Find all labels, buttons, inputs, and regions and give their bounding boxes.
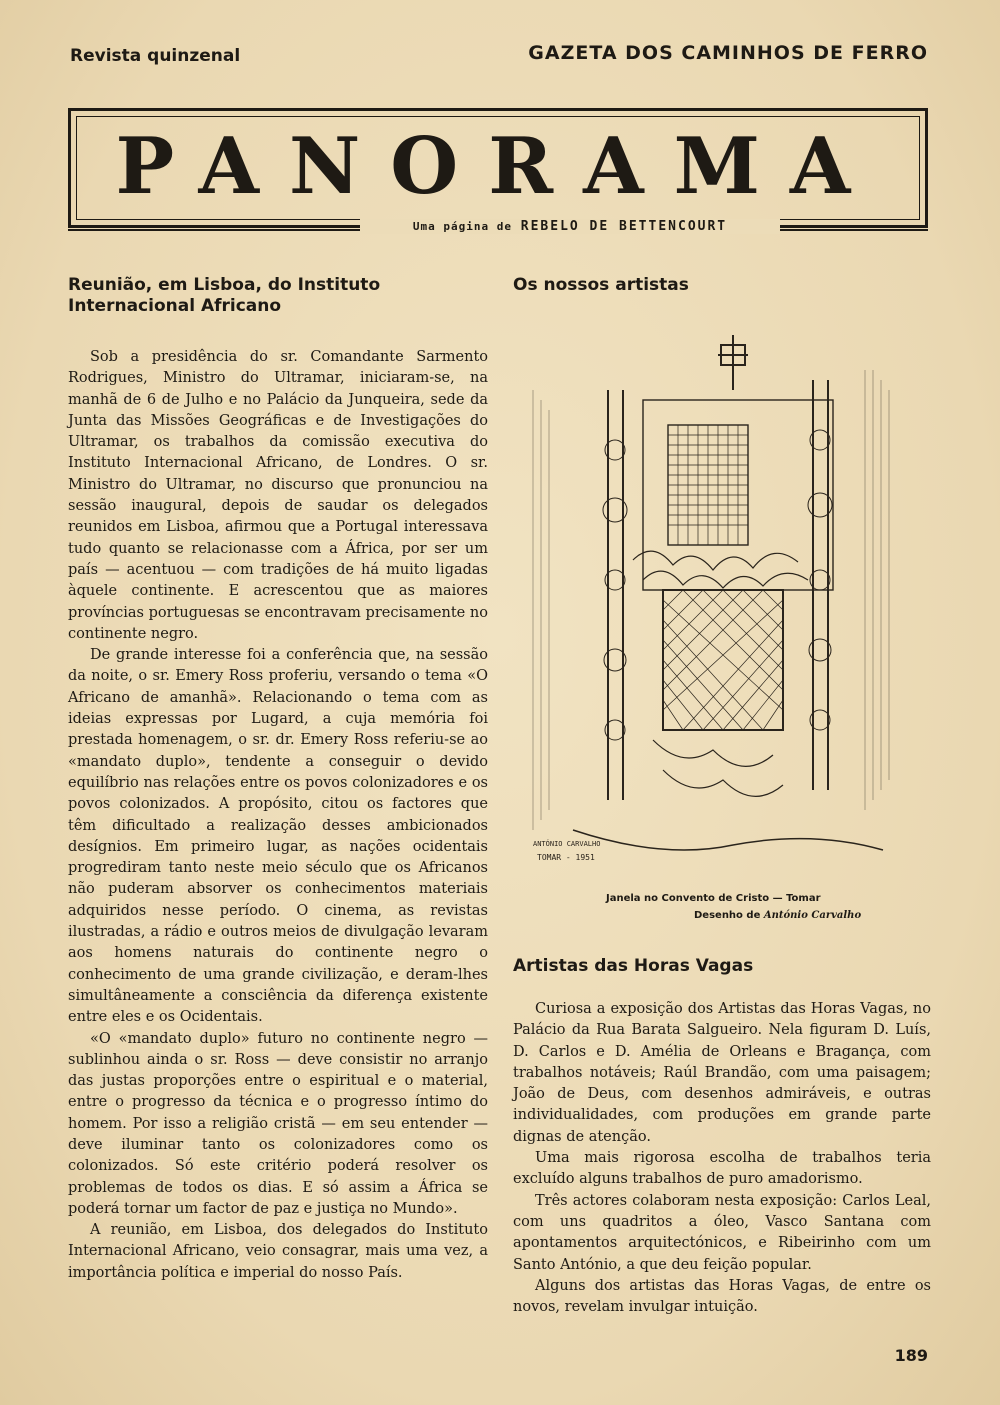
base-ground — [573, 830, 883, 850]
article-nossos-artistas — [513, 275, 931, 296]
article-paragraph: Curiosa a exposição dos Artistas das Horas Vagas, no Palácio da Rua Barata Salgueiro. Nela figuram D. Luís, D. Carlos e D. Amélia de Orleans e Bragança, com trabalhos notáveis; Raúl Brandão, com uma paisagem; João de Deus, com desenhos admiráveis, e outras individualidades, com produções em grande parte dignas de atenção. — [513, 1001, 931, 1145]
article-body — [68, 347, 488, 1284]
signature-name: ANTÓNIO CARVALHO — [533, 840, 601, 848]
article-horas-vagas — [513, 956, 931, 1318]
header-periodicity: Revista quinzenal — [70, 46, 241, 66]
wall-hatching — [533, 370, 889, 830]
article-instituto-africano — [68, 275, 488, 1284]
figure-caption-credit — [694, 910, 861, 921]
panorama-banner — [68, 108, 928, 228]
article-paragraph: Alguns dos artistas das Horas Vagas, de entre os novos, revelam invulgar intuição. — [513, 1277, 931, 1316]
article-paragraph: A reunião, em Lisboa, dos delegados do Instituto Internacional Africano, veio consagrar, mais uma vez, a importância política e imperial do nosso País. — [68, 1222, 488, 1281]
article-title: Reunião, em Lisboa, do Instituto Internacional Africano — [68, 275, 381, 316]
page-number: 189 — [894, 1346, 928, 1365]
figure-caption-title: Janela no Convento de Cristo — Tomar — [606, 893, 821, 904]
article-paragraph: «O «mandato duplo» futuro no continente negro — sublinhou ainda o sr. Ross — deve consistir no arranjo das justas proporções entre o espiritual e o material, entre o progresso da técnica e o progresso íntimo do homem. Por isso a religião cristã — em seu entender — deve iluminar tanto os colonizadores como os colonizados. Só este critério poderá resolver os problemas de todos os dias. E só assim a África se poderá tornar um factor de paz e justiça no Mundo». — [68, 1030, 488, 1217]
article-title: Os nossos artistas — [513, 275, 689, 295]
banner-subtitle-author: REBELO DE BETTENCOURT — [520, 219, 728, 234]
article-paragraph: Uma mais rigorosa escolha de trabalhos teria excluído alguns trabalhos de puro amadorismo. — [513, 1150, 931, 1188]
foliage-ornaments — [633, 551, 808, 796]
banner-rule-left — [68, 229, 368, 231]
banner-title: PANORAMA — [115, 121, 881, 212]
lower-grille — [663, 590, 783, 730]
banner-subtitle-prefix: Uma página de — [412, 220, 512, 233]
banner-rule-right — [780, 229, 928, 231]
article-paragraph: Três actores colaboram nesta exposição: Carlos Leal, com uns quadritos a óleo, Vasco Santana com apontamentos arquitectónicos, e Ribeirinho com um Santo António, a que deu feição popular. — [513, 1192, 931, 1273]
banner-subtitle-row — [0, 217, 1000, 237]
signature-place: TOMAR - 1951 — [537, 853, 595, 862]
article-body — [513, 999, 931, 1318]
caption-credit-author: António Carvalho — [763, 910, 862, 921]
article-paragraph: De grande interesse foi a conferência que, na sessão da noite, o sr. Emery Ross proferiu, versando o tema «O Africano de amanhã». Relacionando o tema com as ideias expressas por Lugard, a cuja memória foi prestada homenagem, o sr. dr. Emery Ross referiu-se ao «mandato duplo», tendente a conseguir o devido equilíbrio nas relações entre os povos colonizadores e os povos colonizados. A propósito, citou os factores que têm dificultado a realização desses ambicionados desígnios. Em primeiro lugar, as nações ocidentais progrediram tanto neste meio século que os Africanos não puderam absorver os conhecimentos materiais adquiridos nesse período. O cinema, as revistas ilustradas, a rádio e outros meios de divulgação levaram aos homens naturais do continente negro o conhecimento de uma grande civilização, e deram-lhes simultâneamente a consciência da diferença existente entre eles e os Ocidentais. — [68, 647, 488, 1026]
cross-ornament — [718, 335, 748, 390]
header-publication-title: GAZETA DOS CAMINHOS DE FERRO — [528, 42, 928, 64]
article-title: Artistas das Horas Vagas — [513, 956, 754, 976]
banner-subtitle — [360, 219, 780, 234]
caption-credit-prefix: Desenho de — [694, 910, 761, 921]
article-paragraph: Sob a presidência do sr. Comandante Sarmento Rodrigues, Ministro do Ultramar, iniciaram-se, na manhã de 6 de Julho e no Palácio da Junqueira, sede da Junta das Missões Geográficas e de Investigações do Ultramar, os trabalhos da comissão executiva do Instituto Internacional Africano, de Londres. O sr. Ministro do Ultramar, no discurso que pronunciou na sessão inaugural, depois de saudar os delegados reunidos em Lisboa, afirmou que a Portugal interessava tudo quanto se relacionasse com a África, por ser um país — acentuou — com tradições de há muito ligadas àquele continente. E acrescentou que as maiores províncias portuguesas se encontravam precisamente no continente negro. — [68, 349, 488, 642]
column-carvings — [603, 430, 832, 740]
window-drawing-illustration — [513, 330, 903, 890]
